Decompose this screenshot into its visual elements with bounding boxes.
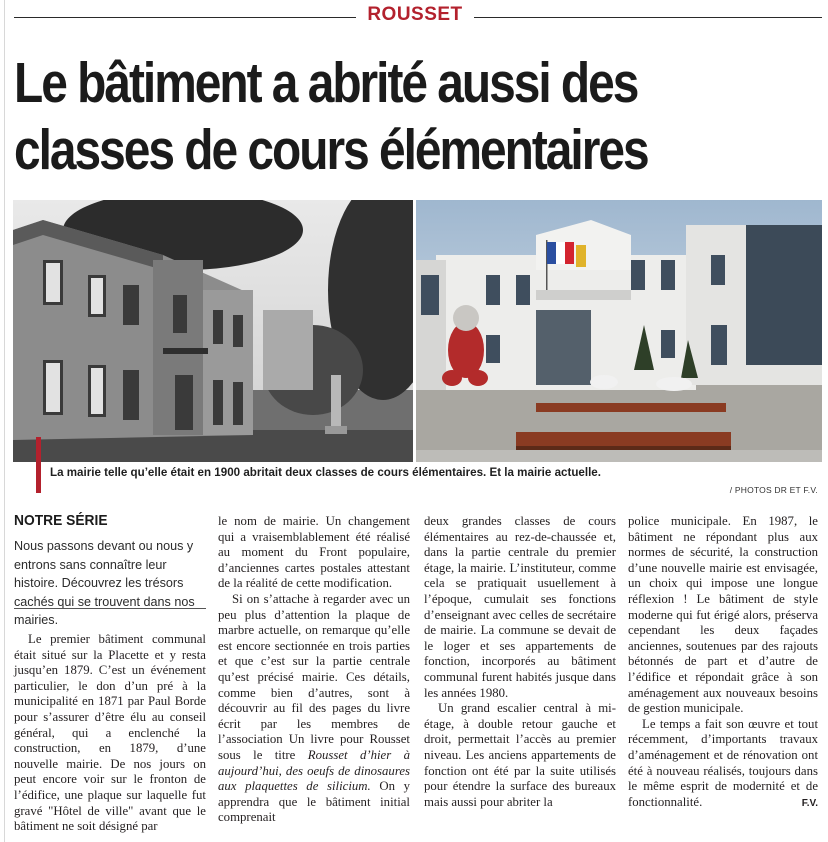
body-column-1 [14, 632, 206, 835]
body-paragraph: Le premier bâtiment communal était situé sur la Placette et y resta jusqu’en 1879. C’est un événement particulier, le don d’un pré à la municipalité en 1871 par Paul Borde pour s’assurer d’être élu au conseil général, qui a enclenché la construction, en 1879, d’une nouvelle mairie. De nos jours on peut encore voir sur le fronton de l’édifice, une plaque sur laquelle fut gravé "Hôtel de ville" avant que le bâtiment ne soit désigné par [14, 632, 206, 834]
serie-rule [14, 608, 206, 609]
body-paragraph: deux grandes classes de cours élémentaires au rez-de-chaussée et, dans la partie centrale du premier étage, la mairie. L’instituteur, comme cela se pratiquait usuellement à l’époque, cumulait ses fonctions d’enseignant avec celles de secrétaire de mairie. La commune se devait de le loger et ses appartements de fonction, incorporés au bâtiment communal furent habités jusque dans les années 1980. [424, 514, 616, 700]
body-column-4 [628, 514, 818, 812]
photo-credit: / PHOTOS DR ET F.V. [729, 485, 818, 495]
caption-accent-bar [36, 437, 41, 493]
photo-current-town-hall [416, 200, 822, 462]
headline [14, 50, 696, 184]
body-paragraph: Un grand escalier central à mi-étage, à double retour gauche et droit, permettait l’accès au premier niveau. Les anciens appartements de fonction ont été par la suite utilisés pour étendre la surface des bureaux mais aussi pour abriter la [424, 701, 616, 809]
body-text: Si on s’attache à regarder avec un peu plus d’attention la plaque de marbre actuelle, on remarque qu’elle est encore sectionnée en trois parties et que c’est sur la partie centrale qu’est précisé mairie. Ces détails, comme bien d’autres, sont à découvrir au fil des pages du livre écrit par les membres de l’association Un livre pour Rousset sous le titre [218, 591, 410, 762]
headline-line-2: classes de cours élémentaires [14, 118, 648, 182]
serie-text: Nous passons devant ou nous y entrons sans connaître leur histoire. Découvrez les trésors cachés qui se trouvent dans nos mairies. [14, 539, 195, 627]
body-paragraph [218, 592, 410, 826]
body-column-2 [218, 514, 410, 826]
old-town-hall-image [13, 200, 413, 462]
headline-line-1: Le bâtiment a abrité aussi des [14, 51, 638, 115]
body-paragraph: police municipale. En 1987, le bâtiment ne répondant plus aux normes de sécurité, la construction d’une nouvelle mairie est envisagée, un choix qui impose une longue réflexion ! Le bâtiment de style moderne qui fut érigé alors, préserva cependant les deux façades anciennes, soutenues par des rajouts bétonnés de part et d’autre de l’édifice et répondait grâce à son aménagement aux nouveaux besoins de gestion municipale. [628, 514, 818, 716]
book-title: Rousset d’hier à aujourd’hui, des oeufs de dinosaures aux plaquettes de silicium. [218, 747, 410, 794]
page-edge-rule [4, 0, 5, 842]
photo-old-town-hall [13, 200, 413, 462]
author-signature: F.V. [801, 798, 818, 810]
section-kicker: ROUSSET [367, 4, 463, 25]
body-paragraph: le nom de mairie. Un changement qui a vraisemblablement été réalisé au moment du Front populaire, d’anciennes cartes postales attestant de la réalité de cette modification. [218, 514, 410, 591]
current-town-hall-image [416, 200, 822, 462]
body-paragraph: Le temps a fait son œuvre et tout récemment, d’importants travaux d’aménagement et de rénovation ont été à nouveau réalisés, toujours dans le même esprit de modernité et de fonctionnalité. [628, 716, 818, 809]
kicker-rule-left [14, 17, 356, 18]
serie-title: NOTRE SÉRIE [14, 512, 108, 529]
photo-caption: La mairie telle qu’elle était en 1900 abritait deux classes de cours élémentaires. Et la mairie actuelle. [50, 466, 601, 479]
body-text: On y apprendra que le bâtiment initial comprenait [218, 779, 411, 825]
kicker-rule-right [474, 17, 822, 18]
body-column-3 [424, 514, 616, 810]
